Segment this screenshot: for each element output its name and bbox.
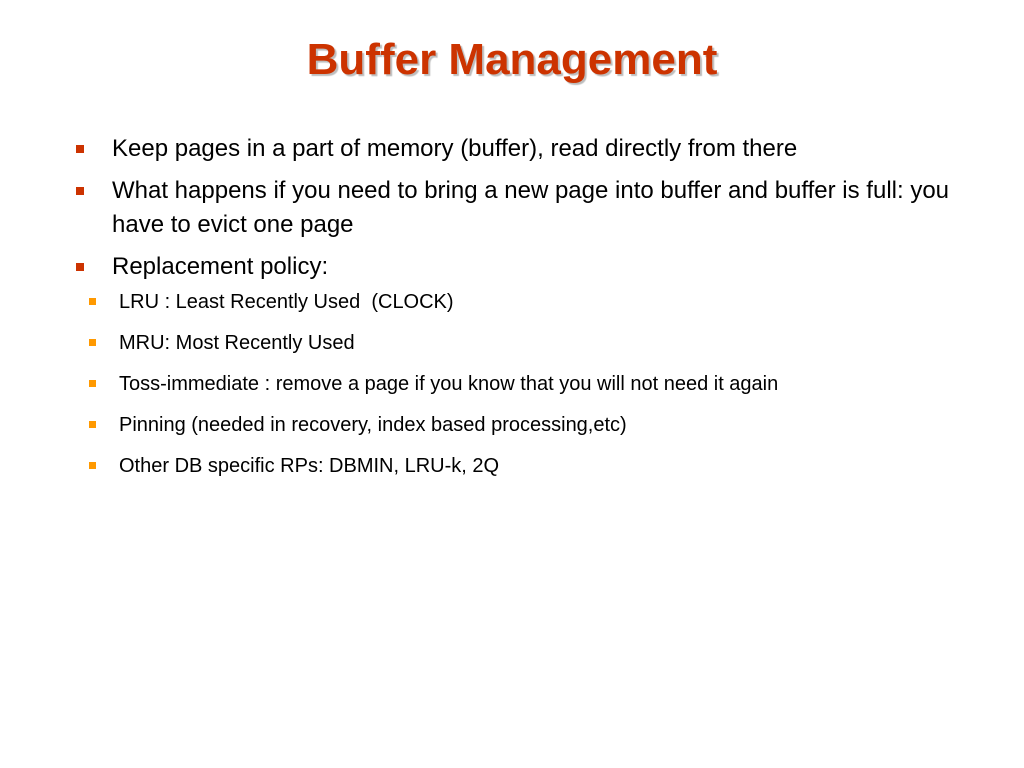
bullet-text: What happens if you need to bring a new page into buffer and buffer is full: you have to evict one page	[112, 177, 950, 238]
bullet-list	[74, 132, 954, 493]
bullet-item	[74, 132, 954, 166]
sub-bullet-text: Pinning (needed in recovery, index based processing,etc)	[119, 414, 627, 436]
square-sub-bullet-icon	[89, 462, 96, 469]
sub-bullet-item	[74, 370, 954, 398]
sub-bullet-text: LRU : Least Recently Used (CLOCK)	[119, 291, 454, 313]
square-bullet-icon	[76, 187, 84, 195]
sub-bullet-item	[74, 452, 954, 480]
bullet-text: Replacement policy:	[112, 253, 329, 280]
slide-title: Buffer Management	[306, 35, 718, 84]
square-sub-bullet-icon	[89, 339, 96, 346]
bullet-item	[74, 250, 954, 480]
sub-bullet-text: Toss-immediate : remove a page if you know that you will not need it again	[119, 373, 779, 395]
square-sub-bullet-icon	[89, 380, 96, 387]
sub-bullet-text: MRU: Most Recently Used	[119, 332, 355, 354]
square-bullet-icon	[76, 263, 84, 271]
sub-bullet-item	[74, 288, 954, 316]
square-sub-bullet-icon	[89, 421, 96, 428]
sub-bullet-item	[74, 411, 954, 439]
bullet-item	[74, 174, 954, 242]
sub-bullet-list	[112, 288, 954, 480]
square-sub-bullet-icon	[89, 298, 96, 305]
sub-bullet-text: Other DB specific RPs: DBMIN, LRU-k, 2Q	[119, 455, 500, 477]
sub-bullet-item	[74, 329, 954, 357]
square-bullet-icon	[76, 145, 84, 153]
bullet-text: Keep pages in a part of memory (buffer), read directly from there	[112, 135, 798, 162]
